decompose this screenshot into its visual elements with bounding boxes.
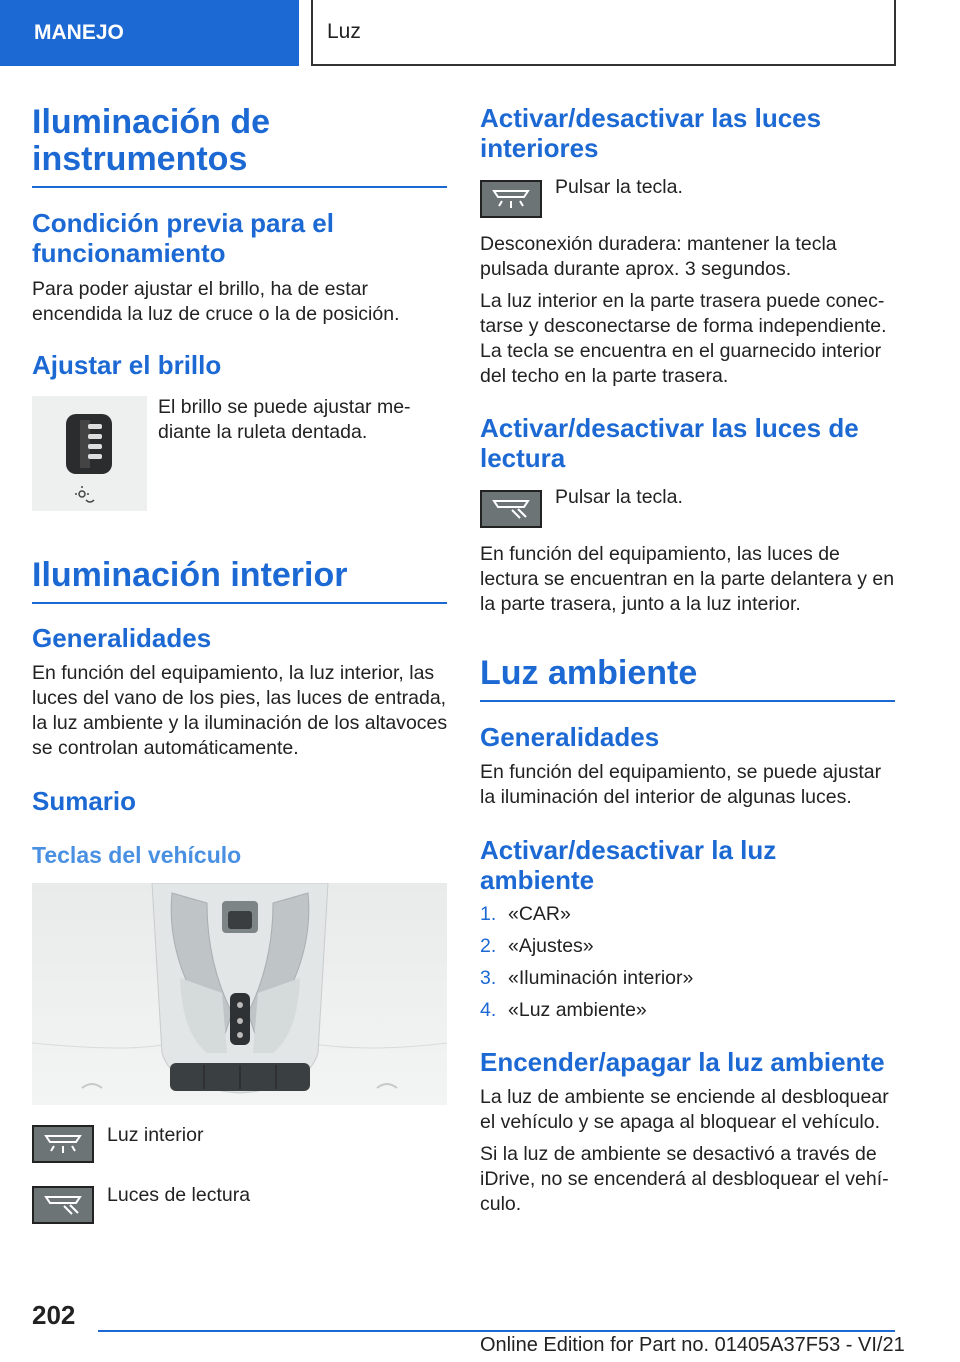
- section-tab: MANEJO: [0, 0, 299, 66]
- footer-edition: Online Edition for Part no. 01405A37F53 - VI/21: [480, 1334, 905, 1356]
- heading-switch-ambient: Encender/apagar la luz ambiente: [480, 1047, 885, 1077]
- heading-vehicle-keys: Teclas del vehículo: [32, 842, 242, 868]
- reading-light-icon: [32, 1186, 94, 1224]
- precondition-text: Para poder ajustar el brillo, ha de estar encendida la luz de cruce o la de posición.: [32, 278, 400, 325]
- list-item: [480, 966, 693, 991]
- list-text: «Iluminación interior»: [508, 967, 694, 989]
- interior-light-icon: [480, 180, 542, 218]
- heading-toggle-reading: Activar/desactivar las luces de lectura: [480, 413, 859, 473]
- list-item: [480, 998, 647, 1023]
- page-number: 202: [32, 1300, 76, 1330]
- brightness-text: El brillo se puede ajustar me-diante la ruleta dentada.: [158, 396, 411, 443]
- rear-light-text: La luz interior en la parte trasera puede conec-tarse y desconectarse de forma independiente. La tecla se encuentra en el guarnecido interior del techo en la parte trasera.: [480, 290, 887, 387]
- idrive-text: Si la luz de ambiente se desactivó a través de iDrive, no se encenderá al desbloquear el vehí-culo.: [480, 1143, 889, 1215]
- heading-toggle-ambient: Activar/desactivar la luz ambiente: [480, 835, 777, 895]
- interior-light-icon: [32, 1125, 94, 1163]
- list-item: [480, 934, 594, 959]
- list-number: 4.: [480, 999, 497, 1021]
- permanent-off-text: Desconexión duradera: mantener la tecla pulsada durante aprox. 3 segundos.: [480, 233, 837, 280]
- press-key-text-1: Pulsar la tecla.: [555, 176, 683, 198]
- list-number: 3.: [480, 967, 497, 989]
- heading-adjust-brightness: Ajustar el brillo: [32, 350, 222, 380]
- overhead-console-image: [32, 883, 447, 1105]
- list-text: «CAR»: [508, 903, 571, 925]
- heading-ambient-light: Luz ambiente: [480, 655, 895, 702]
- thumbwheel-image: [32, 396, 147, 511]
- general-text-2: En función del equipamiento, se puede ajustar la iluminación del interior de algunas luces.: [480, 761, 882, 808]
- list-number: 2.: [480, 935, 497, 957]
- footer-divider: [98, 1330, 895, 1332]
- heading-general: Generalidades: [32, 623, 212, 653]
- heading-general-2: Generalidades: [480, 722, 660, 752]
- heading-interior-lighting: Iluminación interior: [32, 557, 447, 604]
- list-text: «Ajustes»: [508, 935, 594, 957]
- reading-light-icon: [480, 490, 542, 528]
- list-number: 1.: [480, 903, 497, 925]
- press-key-text-2: Pulsar la tecla.: [555, 486, 683, 508]
- list-item: [480, 902, 571, 927]
- heading-instrument-lighting: Iluminación de instrumentos: [32, 104, 447, 188]
- ambient-onoff-text: La luz de ambiente se enciende al desbloquear el vehículo y se apaga al bloquear el vehículo.: [480, 1086, 889, 1133]
- topic-header: Luz: [311, 0, 896, 66]
- legend-reading-lights: Luces de lectura: [107, 1184, 251, 1206]
- heading-toggle-interior: Activar/desactivar las luces interiores: [480, 103, 822, 163]
- list-text: «Luz ambiente»: [508, 999, 647, 1021]
- heading-precondition: Condición previa para el funcionamiento: [32, 208, 334, 268]
- heading-summary: Sumario: [32, 786, 137, 816]
- general-text: En función del equipamiento, la luz interior, las luces del vano de los pies, las luces de entrada, la luz ambiente y la iluminación de los altavoces se controlan automáticamente.: [32, 662, 448, 759]
- legend-interior-light: Luz interior: [107, 1124, 204, 1146]
- reading-lights-text: En función del equipamiento, las luces de lectura se encuentran en la parte delantera y en la parte trasera, junto a la luz interior.: [480, 543, 895, 615]
